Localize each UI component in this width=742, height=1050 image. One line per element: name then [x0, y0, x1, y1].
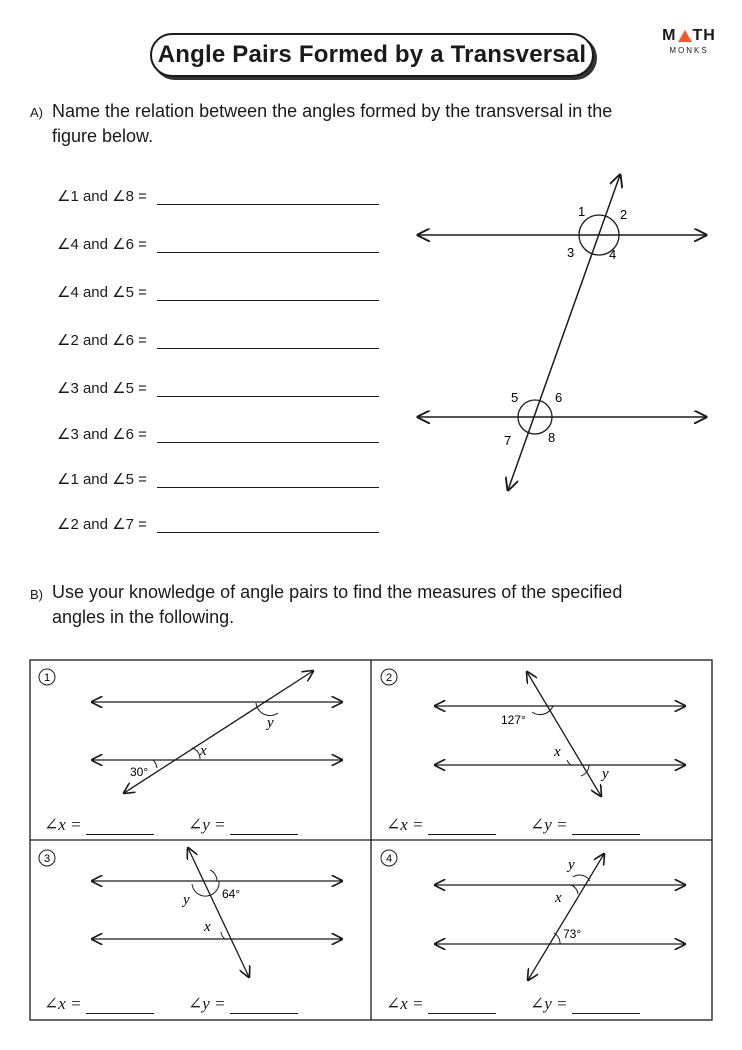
section-b-label: B) — [30, 587, 43, 602]
transversal-line — [528, 854, 604, 980]
angle-arc-127 — [532, 706, 553, 715]
angle-arc-64 — [210, 870, 217, 881]
problem-3-figure — [39, 848, 342, 977]
question-label: ∠4 and ∠5 = — [57, 284, 147, 301]
section-b-instruction-line2: angles in the following. — [52, 607, 235, 627]
answer-y-blank[interactable] — [230, 818, 298, 835]
problem-2-figure — [381, 669, 685, 796]
angle-label-5: 5 — [511, 390, 519, 405]
problem-1-answer-x — [44, 815, 154, 835]
logo-text-m: M — [662, 27, 677, 44]
logo-text-monks: MONKS — [669, 46, 709, 55]
angle-y-label: y — [183, 892, 190, 908]
problem-1-number: 1 — [43, 672, 51, 684]
problem-3-answer-y — [188, 994, 298, 1014]
angle-label-6: 6 — [555, 390, 563, 405]
angle-y-label: y — [267, 715, 274, 731]
angle-arc-x — [567, 760, 571, 765]
angle-label-1: 1 — [578, 204, 586, 219]
angle-label-7: 7 — [504, 433, 512, 448]
problem-1-figure — [39, 669, 342, 793]
answer-y-label: ∠y = — [530, 994, 568, 1013]
answer-x-blank[interactable] — [86, 818, 154, 835]
answer-x-label: ∠x = — [44, 815, 82, 834]
angle-y-label: y — [602, 766, 609, 782]
question-label: ∠1 and ∠8 = — [57, 188, 147, 205]
problem-2-number: 2 — [385, 672, 393, 684]
angle-arc-y — [256, 703, 278, 716]
given-angle-label: 64° — [222, 887, 241, 901]
problem-2-answer-y — [530, 815, 640, 835]
given-angle-label: 30° — [130, 765, 149, 779]
problem-4-figure — [381, 850, 685, 980]
answer-x-label: ∠x = — [44, 994, 82, 1013]
question-label: ∠1 and ∠5 = — [57, 471, 147, 488]
problem-2-answer-x — [386, 815, 496, 835]
angle-label-8: 8 — [548, 430, 556, 445]
angle-arc-x — [221, 932, 225, 939]
answer-y-label: ∠y = — [530, 815, 568, 834]
page-title: Angle Pairs Formed by a Transversal — [157, 41, 587, 68]
section-a-instruction-line1: Name the relation between the angles formed by the transversal in the — [52, 101, 613, 121]
problem-3-number: 3 — [43, 853, 51, 865]
angle-label-3: 3 — [567, 245, 575, 260]
angle-y-label: y — [568, 857, 575, 873]
problem-4-number: 4 — [385, 853, 393, 865]
answer-x-label: ∠x = — [386, 994, 424, 1013]
angle-arc-x — [571, 885, 578, 894]
given-angle-label: 73° — [563, 927, 582, 941]
given-angle-label: 127° — [501, 713, 526, 727]
answer-y-blank[interactable] — [230, 997, 298, 1014]
problem-3-answer-x — [44, 994, 154, 1014]
transversal-line — [188, 848, 249, 977]
angle-arc-y — [192, 881, 219, 896]
answer-x-blank[interactable] — [428, 818, 496, 835]
question-label: ∠3 and ∠5 = — [57, 380, 147, 397]
transversal-line — [124, 671, 313, 793]
section-b-instruction-line1: Use your knowledge of angle pairs to find the measures of the specified — [52, 582, 623, 602]
angle-arc-30 — [153, 760, 157, 768]
transversal-line — [527, 672, 601, 796]
question-label: ∠2 and ∠7 = — [57, 516, 147, 533]
angle-x-label: x — [554, 744, 561, 760]
answer-x-blank[interactable] — [86, 997, 154, 1014]
answer-y-blank[interactable] — [572, 818, 640, 835]
angle-arc-x — [192, 748, 200, 759]
angle-x-label: x — [200, 743, 207, 759]
answer-y-label: ∠y = — [188, 815, 226, 834]
problem-4-answer-x — [386, 994, 496, 1014]
answer-y-label: ∠y = — [188, 994, 226, 1013]
question-label: ∠3 and ∠6 = — [57, 426, 147, 443]
angle-arc-y — [573, 875, 590, 881]
section-a-label: A) — [30, 105, 43, 120]
answer-x-label: ∠x = — [386, 815, 424, 834]
answer-y-blank[interactable] — [572, 997, 640, 1014]
angle-x-label: x — [204, 919, 211, 935]
question-label: ∠2 and ∠6 = — [57, 332, 147, 349]
answer-x-blank[interactable] — [428, 997, 496, 1014]
logo-text-th: TH — [692, 27, 716, 44]
angle-x-label: x — [555, 890, 562, 906]
problem-1-answer-y — [188, 815, 298, 835]
section-a-instruction-line2: figure below. — [52, 126, 154, 146]
question-label: ∠4 and ∠6 = — [57, 236, 147, 253]
angle-label-4: 4 — [609, 247, 617, 262]
problem-4-answer-y — [530, 994, 640, 1014]
angle-label-2: 2 — [620, 207, 628, 222]
